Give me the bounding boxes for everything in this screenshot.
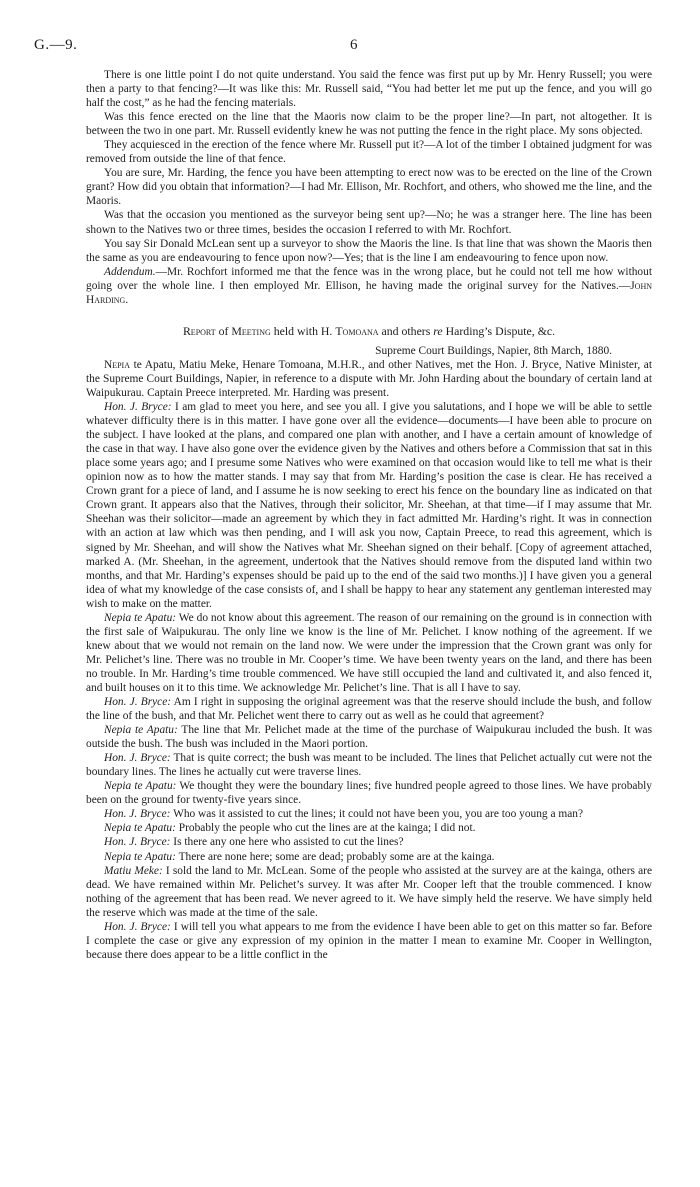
speaker-name: Hon. J. Bryce:	[104, 401, 172, 414]
page-header	[34, 37, 652, 68]
paragraph: There is one little point I do not quite understand. You said the fence was first put up by Mr. Henry Russell; you were then a party to that fencing?—It was like this: Mr. Russell said, “You had better let me put up the fence, and you will go half the cost,” as he had the fencing materials.	[86, 69, 652, 110]
dialogue-section	[86, 400, 652, 962]
report-title: Report of Meeting held with H. Tomoana and others re Harding’s Dispute, &c.	[182, 323, 556, 338]
document-reference: G.—9.	[34, 37, 78, 53]
speech-text: The line that Mr. Pelichet made at the time of the purchase of Waipukurau included the bush. It was outside the bush. The bush was included in the Maori portion.	[86, 724, 652, 751]
report-intro: Nepia te Apatu, Matiu Meke, Henare Tomoana, M.H.R., and other Natives, met the Hon. J. Bryce, Native Minister, at the Supreme Court Buildings, Napier, in reference to a dispute with Mr. John Harding about the boundary of certain land at Waipukurau. Captain Preece interpreted. Mr. Harding was present.	[86, 358, 652, 399]
paragraph: They acquiesced in the erection of the fence where Mr. Russell put it?—A lot of the timber I obtained judgment for was removed from outside the line of that fence.	[86, 139, 652, 166]
speech-text: Probably the people who cut the lines are at the kainga; I did not.	[175, 822, 476, 835]
addendum-paragraph	[86, 265, 652, 307]
speech-text: That is quite correct; the bush was meant to be included. The lines that Pelichet actually cut were not the boundary lines. The lines he actually cut were traverse lines.	[86, 752, 652, 779]
speaker-name: Hon. J. Bryce:	[104, 920, 171, 933]
signature: John Harding.	[86, 279, 652, 306]
speaker-name: Hon. J. Bryce:	[104, 752, 171, 765]
addendum-label: Addendum.	[104, 265, 156, 278]
speech-text: We thought they were the boundary lines; five hundred people agreed to those lines. We have probably been on the ground for twenty-five years since.	[86, 780, 653, 807]
dialogue-paragraph	[86, 723, 652, 751]
paragraph: You say Sir Donald McLean sent up a surveyor to show the Maoris the line. Is that line that was shown the Maoris then the same as you are endeavouring to fence upon now?—Yes; that is the line I am endeavouring to fence upon now.	[86, 237, 652, 264]
dialogue-paragraph	[86, 779, 652, 807]
speaker-name: Nepia te Apatu:	[104, 780, 177, 793]
dialogue-paragraph	[86, 835, 652, 849]
speaker-name: Nepia te Apatu:	[104, 611, 177, 624]
speech-text: We do not know about this agreement. The reason of our remaining on the ground is in connection with the first sale of Waipukurau. The only line we know is the line of Mr. Pelichet. I know nothing of the agreement. If we knew about that we would not remain on the land now. We were under the impression that the Crown grant was only for Mr. Pelichet’s line. There was no trouble in Mr. Cooper’s time. We have been twenty years on the land, and there has been no trouble. In Mr. Harding’s time trouble commenced. We have still occupied the land and cultivated it, and also fenced it, and built houses on it to this time. We acknowledge Mr. Pelichet’s line. That is all I have to say.	[86, 611, 652, 694]
speech-text: I will tell you what appears to me from the evidence I have been able to get on this matter so far. Before I complete the case or give any expression of my opinion in the matter I mean to examine Mr. Cooper in Wellington, because there does appear to be a little conflict in the	[86, 920, 653, 961]
speech-text: Who was it assisted to cut the lines; it could not have been you, you are too young a man?	[170, 808, 584, 821]
speech-text: Is there any one here who assisted to cut the lines?	[170, 836, 404, 849]
speaker-name: Hon. J. Bryce:	[104, 836, 171, 849]
speaker-name: Hon. J. Bryce:	[104, 696, 172, 709]
dialogue-paragraph	[86, 400, 652, 611]
page-number: 6	[350, 37, 358, 53]
speaker-name: Hon. J. Bryce:	[104, 808, 171, 821]
dialogue-paragraph	[86, 807, 652, 821]
paragraph: Was that the occasion you mentioned as the surveyor being sent up?—No; he was a stranger here. The line has been shown to the Natives two or three times, besides the occasion I referred to with Mr. Rochfort.	[86, 209, 652, 236]
dialogue-paragraph	[86, 864, 652, 920]
speech-text: There are none here; some are dead; probably some are at the kainga.	[175, 850, 495, 863]
paragraph: Was this fence erected on the line that the Maoris now claim to be the proper line?—In part, not altogether. It is between the two in one part. Mr. Russell evidently knew he was not putting the fence in the right place. My sons objected.	[86, 111, 652, 138]
speech-text: I sold the land to Mr. McLean. Some of the people who assisted at the survey are at the kainga, others are dead. We have remained within Mr. Pelichet’s survey. It was after Mr. Cooper left that the trouble commenced. I know nothing of the agreement that has been read. We never agreed to it. We have simply held the reserve. We have simply held the reserve which was made at the time of the sale.	[86, 864, 652, 919]
dialogue-paragraph	[86, 751, 652, 779]
addendum-text: —Mr. Rochfort informed me that the fence was in the wrong place, but he could not tell me how without going over the whole line. I then employed Mr. Ellison, he having made the original survey for the Natives.—	[86, 265, 652, 292]
dialogue-paragraph	[86, 611, 652, 695]
speaker-name: Nepia te Apatu:	[104, 724, 178, 737]
speech-text: I am glad to meet you here, and see you all. I give you salutations, and I hope we will be able to settle whatever difficulty there is in this matter. I have gone over all the evidence—documents—I have been able to procure on the subject. I have looked at the plans, and compared one plan with another, and I have a certain amount of knowledge of the case in that way. I have also gone over the evidence given by the Natives and others before a Commission that sat in this place some years ago; and I presume some Natives who were examined on that occasion would like to tell me what is their opinion now as to how the matter stands. I may say that from Mr. Harding’s position the case is clear. He has received a Crown grant for a piece of land, and I assume he is now seeking to erect his fence on the boundary line as indicated on that Crown grant. It appears also that the Natives, through their solicitor, Mr. Sheehan, at that time—if I may assume that Mr. Sheehan was their solicitor—made an agreement by which they in fact admitted Mr. Harding’s right. It was in connection with an action at law which was then pending, and I will ask you now, Captain Preece, to read this agreement, which is signed by Mr. Sheehan, and will show the Natives what Mr. Sheehan signed on their behalf. [Copy of agreement attached, marked A. (Mr. Sheehan, in the agreement, undertook that the Natives should remove from the disputed land within two months, and that Mr. Harding’s expenses should be paid up to the end of the said two months.)] I have given you a general idea of what my knowledge of the case consists of, and I shall be happy to hear any statement any gentleman interested may wish to make on the matter.	[86, 401, 652, 610]
speaker-name: Nepia te Apatu:	[104, 850, 176, 863]
paragraph: You are sure, Mr. Harding, the fence you have been attempting to erect now was to be erected on the line of the Crown grant? How did you obtain that information?—I had Mr. Ellison, Mr. Rochfort, and others, who showed me the line, and the Maoris.	[86, 167, 652, 208]
testimony-section	[86, 68, 652, 307]
dialogue-paragraph	[86, 850, 652, 864]
speaker-name: Nepia te Apatu:	[104, 822, 176, 835]
dialogue-paragraph	[86, 821, 652, 835]
report-dateline: Supreme Court Buildings, Napier, 8th March, 1880.	[375, 344, 612, 357]
speech-text: Am I right in supposing the original agreement was that the reserve should include the bush, and follow the line of the bush, and that Mr. Pelichet went there to carry out as well as he could that agreement?	[86, 696, 652, 723]
speaker-name: Matiu Meke:	[104, 864, 163, 877]
dialogue-paragraph	[86, 920, 652, 962]
dialogue-paragraph	[86, 695, 652, 723]
